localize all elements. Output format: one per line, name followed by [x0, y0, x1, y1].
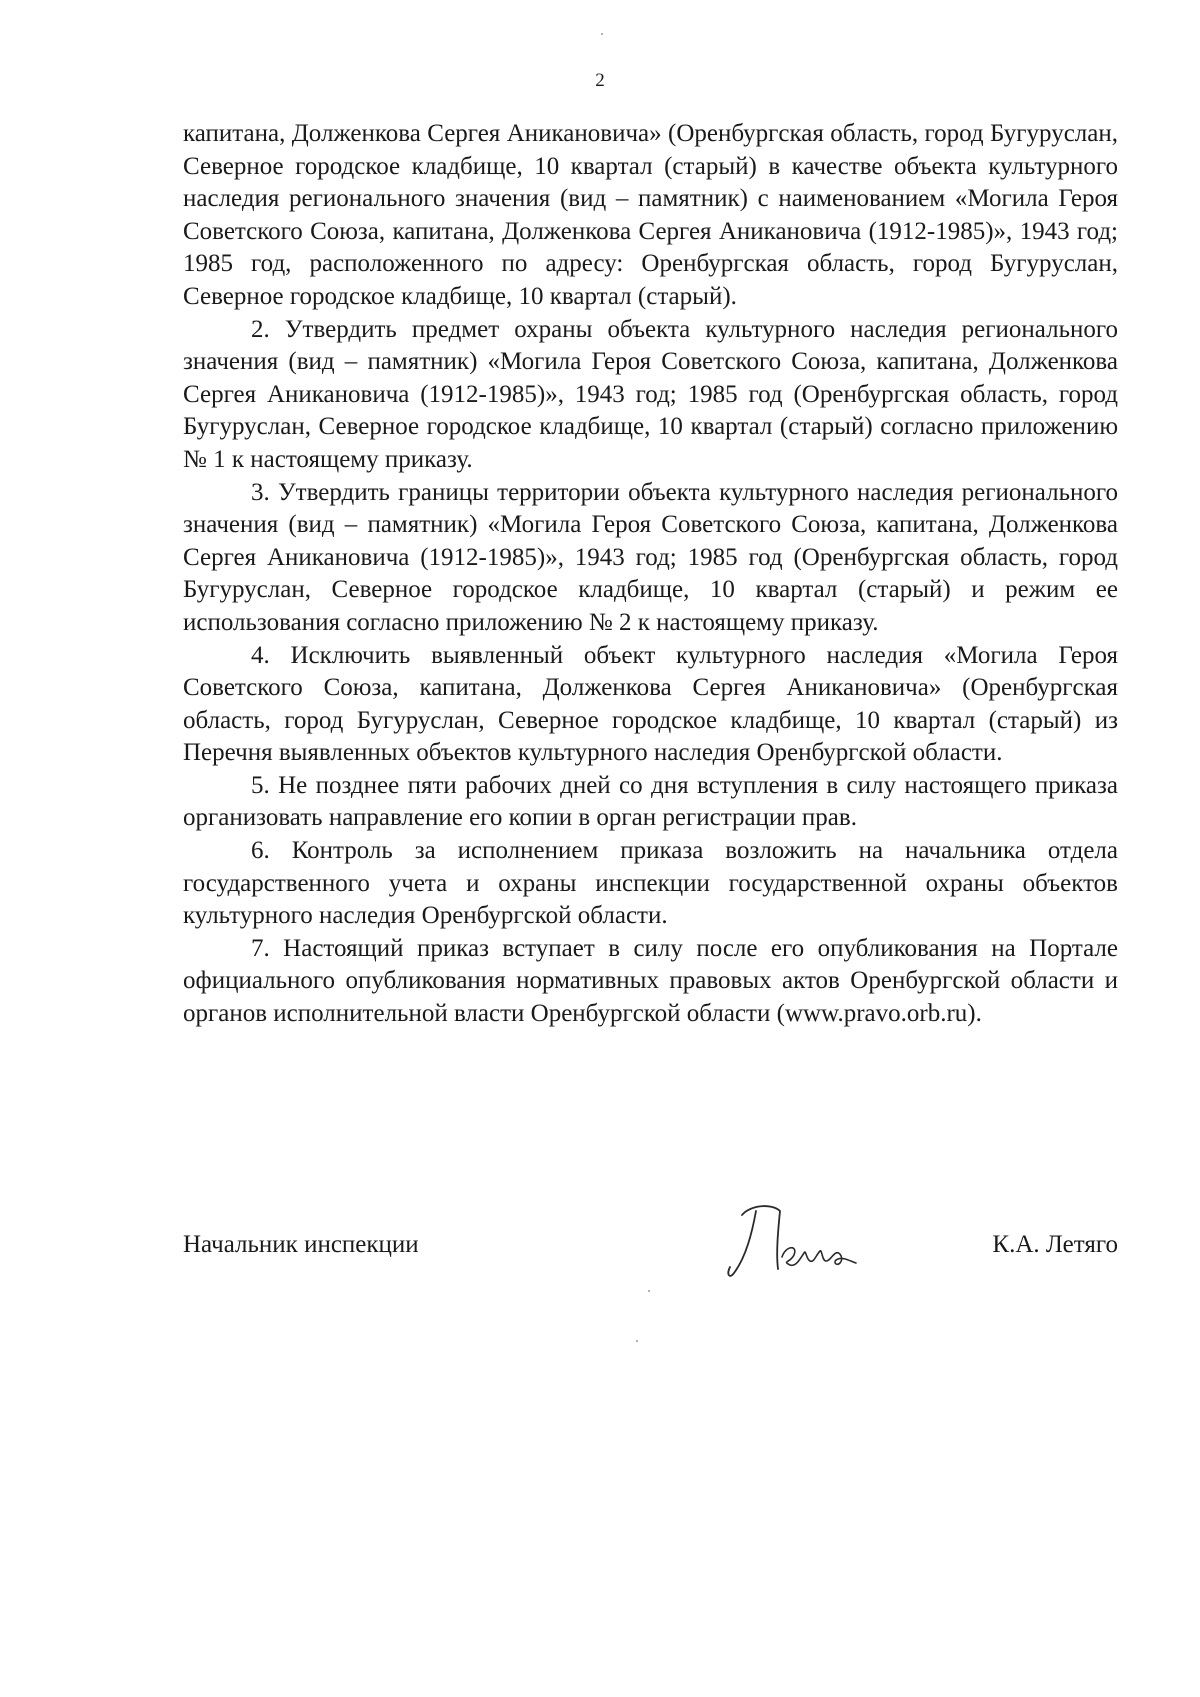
paragraph-continuation: капитана, Долженкова Сергея Аникановича» (Оренбургская область, город Бугуруслан, Северное городское кладбище, 10 квартал (старый) в качестве объекта культурного наследия регионального значения (вид – памятник) с наименованием «Могила Героя Советского Союза, капитана, Долженкова Сергея Аникановича (1912-1985)», 1943 год; 1985 год, расположенного по адресу: Оренбургская область, город Бугуруслан, Северное городское кладбище, 10 квартал (старый).	[183, 120, 1118, 310]
signatory-position: Начальник инспекции	[183, 1231, 419, 1258]
page-number: 2	[595, 70, 605, 91]
paragraph-item-2: 2. Утвердить предмет охраны объекта культурного наследия регионального значения (вид – памятник) «Могила Героя Советского Союза, капитана, Долженкова Сергея Аникановича (1912-1985)», 1943 год; 1985 год (Оренбургская область, город Бугуруслан, Северное городское кладбище, 10 квартал (старый) согласно приложению № 1 к настоящему приказу.	[183, 315, 1118, 473]
paragraph-item-4: 4. Исключить выявленный объект культурного наследия «Могила Героя Советского Союза, капитана, Долженкова Сергея Аникановича» (Оренбургская область, город Бугуруслан, Северное городское кладбище, 10 квартал (старый) из Перечня выявленных объектов культурного наследия Оренбургской области.	[183, 641, 1118, 767]
scan-speck	[601, 33, 603, 35]
paragraph-item-5: 5. Не позднее пяти рабочих дней со дня вступления в силу настоящего приказа организовать направление его копии в орган регистрации прав.	[183, 771, 1118, 832]
scan-speck	[648, 1290, 650, 1292]
document-body	[183, 118, 1118, 1031]
paragraph-item-3: 3. Утвердить границы территории объекта культурного наследия регионального значения (вид – памятник) «Могила Героя Советского Союза, капитана, Долженкова Сергея Аникановича (1912-1985)», 1943 год; 1985 год (Оренбургская область, город Бугуруслан, Северное городское кладбище, 10 квартал (старый) и режим ее использования согласно приложению № 2 к настоящему приказу.	[183, 478, 1118, 636]
handwritten-signature	[720, 1197, 890, 1287]
paragraph-item-7: 7. Настоящий приказ вступает в силу после его опубликования на Портале официального опубликования нормативных правовых актов Оренбургской области и органов исполнительной власти Оренбургской области (www.pravo.orb.ru).	[183, 934, 1118, 1028]
signature-block	[183, 1215, 1118, 1285]
signatory-name: К.А. Летяго	[992, 1231, 1118, 1258]
scan-speck	[636, 1340, 638, 1342]
paragraph-item-6: 6. Контроль за исполнением приказа возложить на начальника отдела государственного учета и охраны инспекции государственной охраны объектов культурного наследия Оренбургской области.	[183, 837, 1118, 930]
